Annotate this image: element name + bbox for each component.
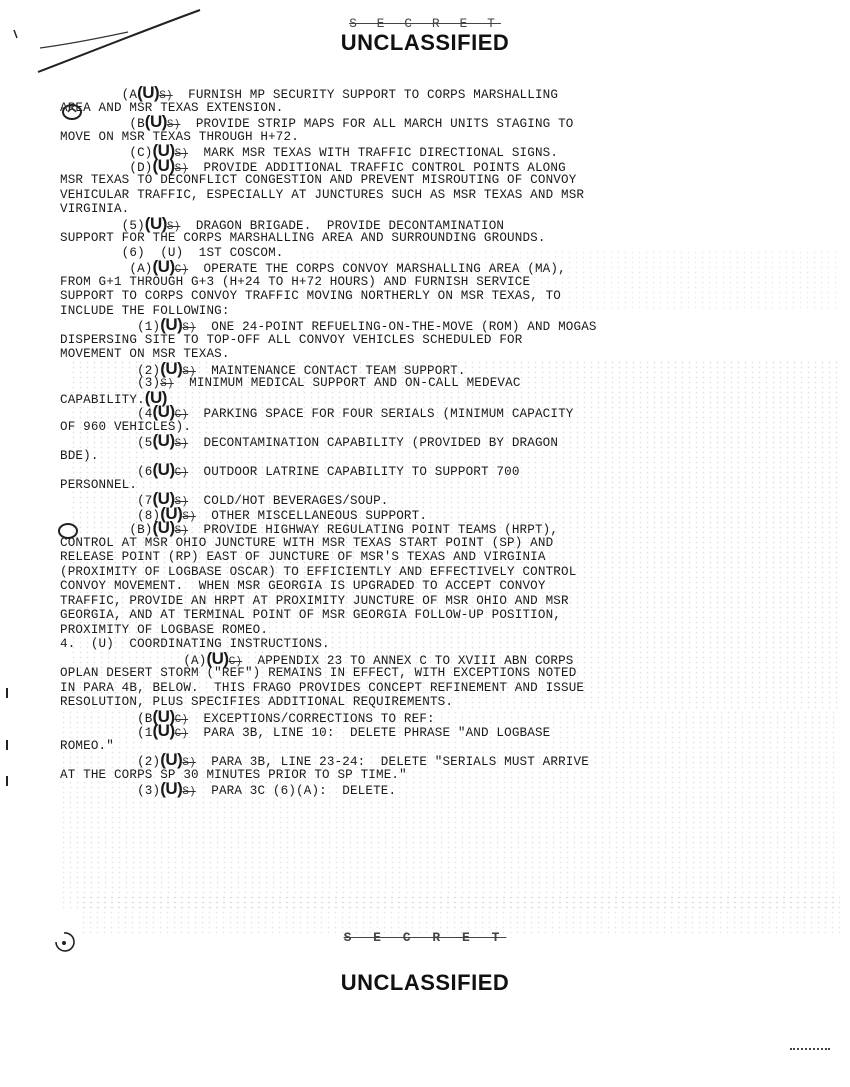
- document-line: [60, 478, 840, 493]
- document-line: [60, 431, 840, 450]
- line-text: DISPERSING SITE TO TOP-OFF ALL CONVOY VEHICLES SCHEDULED FOR: [60, 332, 523, 347]
- line-text: 4. (U) COORDINATING INSTRUCTIONS.: [60, 637, 330, 651]
- document-line: [60, 155, 840, 175]
- classification-marking: (U): [144, 213, 167, 233]
- line-text: (6: [60, 465, 153, 479]
- line-text: FROM G+1 THROUGH G+3 (H+24 TO H+72 HOURS) AND FURNISH SERVICE: [60, 274, 531, 289]
- line-text: PROXIMITY OF LOGBASE ROMEO.: [60, 622, 269, 637]
- struck-marking: S): [174, 148, 189, 160]
- struck-marking: S): [174, 525, 189, 537]
- line-text: (B: [60, 117, 145, 131]
- line-text: OUTDOOR LATRINE CAPABILITY TO SUPPORT 700: [188, 465, 520, 479]
- document-line: [60, 231, 840, 246]
- document-line: [60, 594, 840, 609]
- document-line: [60, 503, 840, 523]
- document-line: [60, 246, 840, 261]
- line-text: OPERATE THE CORPS CONVOY MARSHALLING AREA (MA),: [188, 262, 566, 276]
- document-line: [60, 579, 840, 594]
- document-line: [60, 83, 840, 102]
- line-text: IN PARA 4B, BELOW. THIS FRAGO PROVIDES CONCEPT REFINEMENT AND ISSUE: [60, 680, 585, 695]
- document-line: [60, 750, 840, 769]
- line-text: VEHICULAR TRAFFIC, ESPECIALLY AT JUNCTURES SUCH AS MSR TEXAS AND MSR: [60, 187, 585, 202]
- document-line: [60, 706, 840, 726]
- circled-mark: [60, 102, 86, 122]
- secret-stamp-bottom: S E C R E T: [343, 930, 507, 945]
- line-text: APPENDIX 23 TO ANNEX C TO XVIII ABN CORPS: [242, 653, 574, 668]
- classification-marking: (U): [152, 402, 175, 421]
- document-line: [60, 681, 840, 696]
- line-text: (A: [60, 88, 138, 102]
- line-text: (3): [60, 376, 161, 390]
- struck-marking: C): [174, 467, 189, 479]
- classification-marking: (U): [160, 503, 183, 523]
- classification-marking: (U): [206, 648, 229, 668]
- line-text: COLD/HOT BEVERAGES/SOUP.: [188, 494, 389, 508]
- line-text: PARA 3B, LINE 23-24: DELETE "SERIALS MUST ARRIVE: [195, 755, 589, 769]
- document-line: [60, 257, 840, 276]
- document-line: [60, 101, 840, 116]
- line-text: MINIMUM MEDICAL SUPPORT AND ON-CALL MEDEVAC: [173, 376, 521, 390]
- line-text: MAINTENANCE CONTACT TEAM SUPPORT.: [195, 363, 466, 378]
- document-line: [60, 460, 840, 479]
- line-text: (4: [60, 407, 153, 421]
- line-text: OF 960 VEHICLES).: [60, 419, 192, 434]
- struck-marking: S): [160, 378, 174, 390]
- classification-marking: (U): [160, 779, 183, 798]
- line-text: (A): [60, 262, 153, 276]
- line-text: (B: [60, 711, 153, 726]
- line-text: (PROXIMITY OF LOGBASE OSCAR) TO EFFICIENTLY AND EFFECTIVELY CONTROL: [60, 564, 577, 579]
- line-text: BDE).: [60, 448, 99, 463]
- document-line: [60, 565, 840, 580]
- classification-marking: (U): [152, 489, 175, 508]
- document-line: [60, 141, 840, 160]
- document-line: [60, 623, 840, 638]
- line-text: AREA AND MSR TEXAS EXTENSION.: [60, 100, 284, 115]
- classification-marking: (U): [160, 750, 183, 769]
- line-text: (2): [60, 363, 161, 378]
- line-text: (6) (U) 1ST COSCOM.: [60, 245, 284, 260]
- struck-marking: S): [174, 496, 189, 508]
- struck-marking: S): [174, 162, 189, 175]
- document-line: [60, 376, 840, 391]
- classification-marking: (U): [160, 315, 183, 334]
- document-line: [60, 449, 840, 464]
- line-text: PROVIDE STRIP MAPS FOR ALL MARCH UNITS STAGING TO: [180, 117, 574, 131]
- document-line: [60, 536, 840, 551]
- document-line: [60, 315, 840, 334]
- line-text: (2): [60, 755, 161, 769]
- scan-noise: [80, 895, 840, 935]
- struck-marking: S): [182, 322, 196, 334]
- classification-marking: (U): [152, 257, 175, 276]
- line-text: PARKING SPACE FOR FOUR SERIALS (MINIMUM CAPACITY: [188, 407, 574, 421]
- struck-marking: S): [182, 757, 196, 769]
- classification-banner-top: UNCLASSIFIED: [340, 30, 510, 55]
- document-line: [60, 333, 840, 348]
- margin-tick: [6, 776, 8, 786]
- line-text: RELEASE POINT (RP) EAST OF JUNCTURE OF MSR'S TEXAS AND VIRGINIA: [60, 550, 546, 564]
- line-text: INCLUDE THE FOLLOWING:: [60, 303, 230, 318]
- struck-marking: S): [166, 119, 181, 131]
- line-text: CAPABILITY.: [60, 392, 145, 407]
- document-line: [60, 275, 840, 290]
- secret-stamp-top: S E C R E T: [349, 16, 501, 31]
- line-text: PERSONNEL.: [60, 477, 138, 492]
- line-text: MOVE ON MSR TEXAS THROUGH H+72.: [60, 129, 299, 144]
- line-text: ONE 24-POINT REFUELING-ON-THE-MOVE (ROM) AND MOGAS: [195, 320, 597, 334]
- line-text: (D): [60, 160, 153, 175]
- document-line: [60, 130, 840, 145]
- document-line: [60, 550, 840, 565]
- struck-marking: S): [174, 438, 189, 450]
- document-line: [60, 608, 840, 623]
- line-text: TRAFFIC, PROVIDE AN HRPT AT PROXIMITY JUNCTURE OF MSR OHIO AND MSR: [60, 593, 569, 608]
- document-line: [60, 721, 840, 740]
- message-body: [60, 83, 840, 798]
- line-text: (1): [60, 320, 161, 334]
- line-text: PROVIDE ADDITIONAL TRAFFIC CONTROL POINTS ALONG: [188, 160, 566, 175]
- line-text: (C): [60, 146, 153, 160]
- line-text: (A): [60, 653, 207, 668]
- line-text: MARK MSR TEXAS WITH TRAFFIC DIRECTIONAL SIGNS.: [188, 146, 559, 160]
- document-line: [60, 112, 840, 131]
- line-text: SUPPORT FOR THE CORPS MARSHALLING AREA AND SURROUNDING GROUNDS.: [60, 231, 546, 245]
- line-text: FURNISH MP SECURITY SUPPORT TO CORPS MARSHALLING: [172, 88, 559, 102]
- line-text: MOVEMENT ON MSR TEXAS.: [60, 347, 230, 361]
- classification-marking: (U): [160, 358, 183, 378]
- line-text: ROMEO.": [60, 738, 114, 753]
- document-line: [60, 420, 840, 435]
- struck-marking: C): [174, 409, 189, 421]
- line-text: VIRGINIA.: [60, 202, 130, 216]
- struck-marking: C): [174, 713, 189, 726]
- line-text: DECONTAMINATION CAPABILITY (PROVIDED BY DRAGON: [188, 436, 559, 450]
- struck-marking: C): [174, 264, 189, 276]
- classification-marking: (U): [144, 112, 167, 131]
- classification-marking: (U): [137, 83, 160, 102]
- classification-banner-bottom: UNCLASSIFIED: [340, 970, 510, 995]
- circled-mark: [56, 522, 80, 540]
- document-line: [60, 402, 840, 421]
- classification-marking: (U): [152, 155, 175, 175]
- document-line: [60, 387, 840, 407]
- document-line: [60, 518, 840, 537]
- document-line: [60, 213, 840, 233]
- struck-marking: S): [182, 510, 196, 523]
- document-line: [60, 695, 840, 710]
- line-text: PROVIDE HIGHWAY REGULATING POINT TEAMS (HRPT),: [188, 523, 559, 537]
- scan-dots: [790, 1048, 830, 1053]
- document-line: [60, 358, 840, 378]
- classification-marking: (U): [152, 460, 175, 479]
- line-text: (5): [60, 218, 145, 233]
- line-text: GEORGIA, AND AT TERMINAL POINT OF MSR GEORGIA FOLLOW-UP POSITION,: [60, 608, 561, 622]
- struck-marking: S): [159, 90, 173, 102]
- line-text: (7: [60, 494, 153, 508]
- classification-marking: (U): [144, 387, 167, 407]
- line-text: (5: [60, 436, 153, 450]
- document-line: [60, 779, 840, 798]
- line-text: OTHER MISCELLANEOUS SUPPORT.: [195, 508, 428, 523]
- margin-tick: [6, 740, 8, 750]
- struck-marking: S): [182, 365, 196, 378]
- document-line: [60, 666, 840, 681]
- document-line: [60, 637, 840, 652]
- document-line: [60, 188, 840, 203]
- document-line: [60, 202, 840, 217]
- line-text: (B): [60, 523, 153, 537]
- line-text: RESOLUTION, PLUS SPECIFIES ADDITIONAL REQUIREMENTS.: [60, 695, 454, 709]
- line-text: MSR TEXAS TO DECONFLICT CONGESTION AND PREVENT MISROUTING OF CONVOY: [60, 173, 577, 187]
- struck-marking: C): [228, 655, 243, 668]
- document-line: [60, 648, 840, 668]
- document-line: [60, 173, 840, 188]
- line-text: CONTROL AT MSR OHIO JUNCTURE WITH MSR TEXAS START POINT (SP) AND: [60, 535, 554, 550]
- struck-marking: C): [174, 728, 189, 740]
- classification-marking: (U): [152, 721, 175, 740]
- line-text: (8): [60, 508, 161, 523]
- classification-marking: (U): [152, 141, 175, 160]
- margin-tick: [6, 688, 8, 698]
- document-line: [60, 289, 840, 304]
- struck-marking: S): [166, 220, 181, 233]
- classification-marking: (U): [152, 431, 175, 450]
- classification-marking: (U): [152, 706, 175, 726]
- line-text: AT THE CORPS SP 30 MINUTES PRIOR TO SP TIME.": [60, 767, 407, 782]
- line-text: OPLAN DESERT STORM ("REF") REMAINS IN EFFECT, WITH EXCEPTIONS NOTED: [60, 666, 577, 680]
- line-text: EXCEPTIONS/CORRECTIONS TO REF:: [188, 711, 435, 726]
- classification-marking: (U): [152, 518, 175, 537]
- struck-marking: S): [182, 786, 196, 798]
- line-text: (1: [60, 726, 153, 740]
- line-text: DRAGON BRIGADE. PROVIDE DECONTAMINATION: [180, 218, 505, 233]
- line-text: PARA 3C (6)(A): DELETE.: [195, 784, 397, 798]
- line-text: SUPPORT TO CORPS CONVOY TRAFFIC MOVING NORTHERLY ON MSR TEXAS, TO: [60, 289, 561, 303]
- line-text: PARA 3B, LINE 10: DELETE PHRASE "AND LOGBASE: [188, 726, 551, 740]
- line-text: (3): [60, 784, 161, 798]
- line-text: CONVOY MOVEMENT. WHEN MSR GEORGIA IS UPGRADED TO ACCEPT CONVOY: [60, 579, 546, 593]
